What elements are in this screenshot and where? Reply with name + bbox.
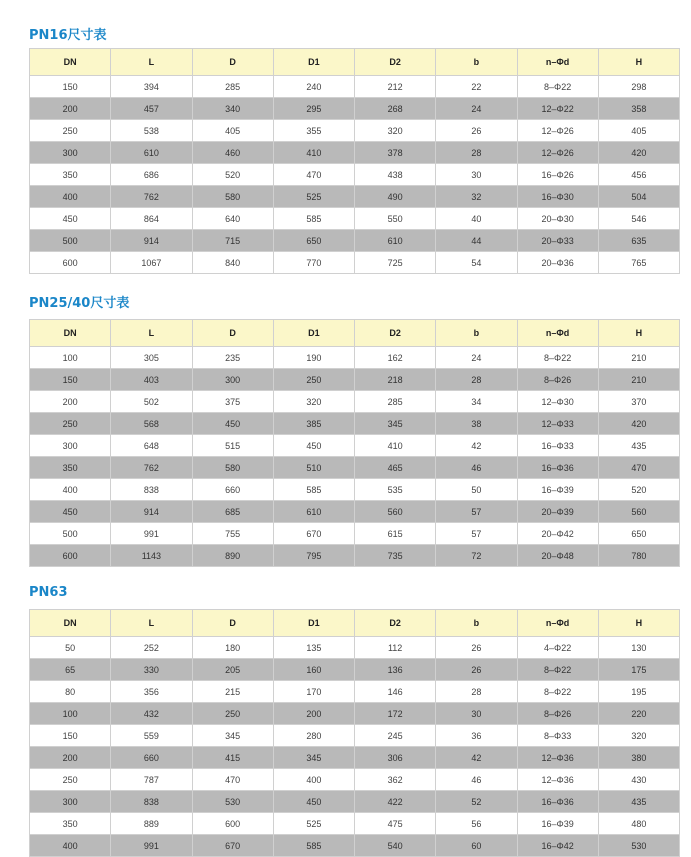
column-header: DN xyxy=(30,49,111,76)
table-cell: 8–Φ26 xyxy=(517,703,598,725)
table-cell: 345 xyxy=(355,413,436,435)
table-cell: 350 xyxy=(30,164,111,186)
table-cell: 550 xyxy=(355,208,436,230)
column-header: H xyxy=(598,49,679,76)
table-cell: 438 xyxy=(355,164,436,186)
table-row xyxy=(30,637,680,659)
table-cell: 762 xyxy=(111,186,192,208)
table-cell: 610 xyxy=(273,501,354,523)
table-cell: 420 xyxy=(598,142,679,164)
table-cell: 190 xyxy=(273,347,354,369)
table-header-row xyxy=(30,320,680,347)
table-row xyxy=(30,681,680,703)
table-cell: 195 xyxy=(598,681,679,703)
table-cell: 480 xyxy=(598,813,679,835)
table-cell: 135 xyxy=(273,637,354,659)
table-cell: 610 xyxy=(355,230,436,252)
table-cell: 640 xyxy=(192,208,273,230)
table-cell: 295 xyxy=(273,98,354,120)
table-cell: 403 xyxy=(111,369,192,391)
table-row xyxy=(30,747,680,769)
column-header: D1 xyxy=(273,320,354,347)
table-cell: 16–Φ30 xyxy=(517,186,598,208)
table-cell: 405 xyxy=(598,120,679,142)
table-cell: 755 xyxy=(192,523,273,545)
table-row xyxy=(30,369,680,391)
table-cell: 8–Φ33 xyxy=(517,725,598,747)
table-pn63 xyxy=(29,609,680,857)
table-cell: 580 xyxy=(192,457,273,479)
table-cell: 450 xyxy=(30,501,111,523)
table-cell: 580 xyxy=(192,186,273,208)
table-cell: 735 xyxy=(355,545,436,567)
table-row xyxy=(30,479,680,501)
table-cell: 660 xyxy=(192,479,273,501)
column-header: L xyxy=(111,320,192,347)
table-cell: 415 xyxy=(192,747,273,769)
table-cell: 42 xyxy=(436,747,517,769)
table-row xyxy=(30,208,680,230)
table-cell: 350 xyxy=(30,457,111,479)
table-cell: 465 xyxy=(355,457,436,479)
table-cell: 8–Φ22 xyxy=(517,659,598,681)
table-cell: 356 xyxy=(111,681,192,703)
table-cell: 490 xyxy=(355,186,436,208)
table-cell: 585 xyxy=(273,479,354,501)
table-row xyxy=(30,347,680,369)
table-row xyxy=(30,413,680,435)
table-cell: 26 xyxy=(436,120,517,142)
table-cell: 435 xyxy=(598,435,679,457)
table-cell: 300 xyxy=(30,142,111,164)
table-cell: 100 xyxy=(30,703,111,725)
table-cell: 670 xyxy=(273,523,354,545)
table-cell: 686 xyxy=(111,164,192,186)
table-cell: 136 xyxy=(355,659,436,681)
table-cell: 16–Φ42 xyxy=(517,835,598,857)
table-cell: 330 xyxy=(111,659,192,681)
table-cell: 635 xyxy=(598,230,679,252)
table-cell: 24 xyxy=(436,98,517,120)
table-cell: 422 xyxy=(355,791,436,813)
column-header: D1 xyxy=(273,49,354,76)
table-cell: 250 xyxy=(192,703,273,725)
table-pn25-40 xyxy=(29,319,680,567)
table-cell: 470 xyxy=(598,457,679,479)
table-row xyxy=(30,545,680,567)
column-header: n–Φd xyxy=(517,49,598,76)
section-title-pn63: PN63 xyxy=(29,585,68,600)
table-cell: 16–Φ26 xyxy=(517,164,598,186)
table-cell: 780 xyxy=(598,545,679,567)
column-header: b xyxy=(436,610,517,637)
table-cell: 470 xyxy=(192,769,273,791)
table-row xyxy=(30,457,680,479)
table-cell: 250 xyxy=(30,769,111,791)
table-cell: 715 xyxy=(192,230,273,252)
table-cell: 560 xyxy=(598,501,679,523)
table-row xyxy=(30,659,680,681)
table-cell: 685 xyxy=(192,501,273,523)
table-cell: 12–Φ36 xyxy=(517,769,598,791)
table-cell: 540 xyxy=(355,835,436,857)
table-row xyxy=(30,391,680,413)
table-cell: 180 xyxy=(192,637,273,659)
table-cell: 130 xyxy=(598,637,679,659)
table-cell: 26 xyxy=(436,659,517,681)
column-header: D xyxy=(192,49,273,76)
table-cell: 400 xyxy=(30,479,111,501)
table-cell: 450 xyxy=(273,435,354,457)
table-cell: 670 xyxy=(192,835,273,857)
table-cell: 20–Φ42 xyxy=(517,523,598,545)
table-cell: 320 xyxy=(273,391,354,413)
table-header-row xyxy=(30,610,680,637)
table-header-row xyxy=(30,49,680,76)
table-cell: 20–Φ36 xyxy=(517,252,598,274)
table-cell: 559 xyxy=(111,725,192,747)
table-cell: 218 xyxy=(355,369,436,391)
table-cell: 12–Φ26 xyxy=(517,142,598,164)
table-row xyxy=(30,435,680,457)
table-cell: 400 xyxy=(30,186,111,208)
table-row xyxy=(30,835,680,857)
table-cell: 538 xyxy=(111,120,192,142)
table-cell: 16–Φ36 xyxy=(517,791,598,813)
table-cell: 65 xyxy=(30,659,111,681)
column-header: b xyxy=(436,320,517,347)
table-cell: 250 xyxy=(273,369,354,391)
table-row xyxy=(30,120,680,142)
table-cell: 235 xyxy=(192,347,273,369)
column-header: D2 xyxy=(355,610,436,637)
table-cell: 650 xyxy=(273,230,354,252)
section-title-pn16: PN16尺寸表 xyxy=(29,28,107,43)
table-cell: 510 xyxy=(273,457,354,479)
table-cell: 250 xyxy=(30,413,111,435)
table-cell: 212 xyxy=(355,76,436,98)
table-cell: 385 xyxy=(273,413,354,435)
table-cell: 1143 xyxy=(111,545,192,567)
column-header: DN xyxy=(30,610,111,637)
table-cell: 16–Φ39 xyxy=(517,813,598,835)
table-cell: 306 xyxy=(355,747,436,769)
table-cell: 358 xyxy=(598,98,679,120)
table-cell: 298 xyxy=(598,76,679,98)
table-cell: 8–Φ26 xyxy=(517,369,598,391)
table-cell: 300 xyxy=(30,435,111,457)
column-header: DN xyxy=(30,320,111,347)
table-cell: 12–Φ30 xyxy=(517,391,598,413)
table-cell: 220 xyxy=(598,703,679,725)
table-cell: 450 xyxy=(30,208,111,230)
table-cell: 475 xyxy=(355,813,436,835)
table-cell: 100 xyxy=(30,347,111,369)
table-row xyxy=(30,76,680,98)
table-cell: 838 xyxy=(111,479,192,501)
table-cell: 991 xyxy=(111,523,192,545)
table-cell: 520 xyxy=(598,479,679,501)
table-cell: 46 xyxy=(436,769,517,791)
table-cell: 150 xyxy=(30,369,111,391)
table-cell: 80 xyxy=(30,681,111,703)
column-header: D2 xyxy=(355,320,436,347)
table-cell: 215 xyxy=(192,681,273,703)
table-cell: 162 xyxy=(355,347,436,369)
table-cell: 112 xyxy=(355,637,436,659)
table-cell: 795 xyxy=(273,545,354,567)
column-header: L xyxy=(111,49,192,76)
table-cell: 38 xyxy=(436,413,517,435)
table-cell: 370 xyxy=(598,391,679,413)
table-cell: 520 xyxy=(192,164,273,186)
table-pn16 xyxy=(29,48,680,274)
table-cell: 245 xyxy=(355,725,436,747)
table-cell: 546 xyxy=(598,208,679,230)
table-cell: 20–Φ39 xyxy=(517,501,598,523)
table-row xyxy=(30,252,680,274)
table-cell: 765 xyxy=(598,252,679,274)
table-row xyxy=(30,523,680,545)
table-cell: 648 xyxy=(111,435,192,457)
column-header: D1 xyxy=(273,610,354,637)
table-cell: 28 xyxy=(436,681,517,703)
table-cell: 170 xyxy=(273,681,354,703)
table-cell: 914 xyxy=(111,230,192,252)
table-cell: 500 xyxy=(30,230,111,252)
table-cell: 30 xyxy=(436,164,517,186)
table-cell: 42 xyxy=(436,435,517,457)
table-cell: 305 xyxy=(111,347,192,369)
table-cell: 210 xyxy=(598,369,679,391)
table-cell: 57 xyxy=(436,523,517,545)
table-row xyxy=(30,769,680,791)
table-cell: 268 xyxy=(355,98,436,120)
table-cell: 394 xyxy=(111,76,192,98)
table-cell: 8–Φ22 xyxy=(517,347,598,369)
table-row xyxy=(30,142,680,164)
table-cell: 400 xyxy=(273,769,354,791)
table-row xyxy=(30,791,680,813)
table-cell: 450 xyxy=(273,791,354,813)
table-cell: 160 xyxy=(273,659,354,681)
column-header: H xyxy=(598,320,679,347)
table-cell: 515 xyxy=(192,435,273,457)
section-title-pn25-40: PN25/40尺寸表 xyxy=(29,296,130,311)
table-cell: 787 xyxy=(111,769,192,791)
table-cell: 252 xyxy=(111,637,192,659)
table-cell: 205 xyxy=(192,659,273,681)
table-cell: 36 xyxy=(436,725,517,747)
table-cell: 26 xyxy=(436,637,517,659)
table-cell: 525 xyxy=(273,186,354,208)
table-cell: 54 xyxy=(436,252,517,274)
table-cell: 150 xyxy=(30,725,111,747)
table-cell: 914 xyxy=(111,501,192,523)
table-cell: 1067 xyxy=(111,252,192,274)
table-cell: 56 xyxy=(436,813,517,835)
table-cell: 991 xyxy=(111,835,192,857)
table-cell: 24 xyxy=(436,347,517,369)
table-row xyxy=(30,98,680,120)
table-cell: 345 xyxy=(273,747,354,769)
table-cell: 500 xyxy=(30,523,111,545)
column-header: H xyxy=(598,610,679,637)
table-cell: 320 xyxy=(598,725,679,747)
table-cell: 660 xyxy=(111,747,192,769)
table-cell: 285 xyxy=(355,391,436,413)
table-cell: 8–Φ22 xyxy=(517,681,598,703)
column-header: n–Φd xyxy=(517,610,598,637)
table-cell: 34 xyxy=(436,391,517,413)
table-cell: 380 xyxy=(598,747,679,769)
table-cell: 530 xyxy=(192,791,273,813)
table-cell: 560 xyxy=(355,501,436,523)
table-cell: 40 xyxy=(436,208,517,230)
table-cell: 300 xyxy=(192,369,273,391)
table-cell: 146 xyxy=(355,681,436,703)
table-cell: 200 xyxy=(30,747,111,769)
table-cell: 4–Φ22 xyxy=(517,637,598,659)
table-cell: 20–Φ30 xyxy=(517,208,598,230)
table-cell: 470 xyxy=(273,164,354,186)
table-cell: 615 xyxy=(355,523,436,545)
table-row xyxy=(30,230,680,252)
table-cell: 405 xyxy=(192,120,273,142)
table-cell: 200 xyxy=(273,703,354,725)
table-cell: 16–Φ33 xyxy=(517,435,598,457)
table-cell: 725 xyxy=(355,252,436,274)
table-row xyxy=(30,725,680,747)
table-cell: 52 xyxy=(436,791,517,813)
table-cell: 345 xyxy=(192,725,273,747)
table-cell: 22 xyxy=(436,76,517,98)
column-header: L xyxy=(111,610,192,637)
table-cell: 32 xyxy=(436,186,517,208)
table-cell: 300 xyxy=(30,791,111,813)
table-row xyxy=(30,703,680,725)
table-cell: 840 xyxy=(192,252,273,274)
table-cell: 585 xyxy=(273,208,354,230)
column-header: D2 xyxy=(355,49,436,76)
table-row xyxy=(30,186,680,208)
table-cell: 375 xyxy=(192,391,273,413)
table-cell: 20–Φ33 xyxy=(517,230,598,252)
table-cell: 410 xyxy=(273,142,354,164)
column-header: D xyxy=(192,320,273,347)
table-cell: 410 xyxy=(355,435,436,457)
table-row xyxy=(30,501,680,523)
table-cell: 864 xyxy=(111,208,192,230)
table-cell: 585 xyxy=(273,835,354,857)
table-cell: 530 xyxy=(598,835,679,857)
table-cell: 770 xyxy=(273,252,354,274)
table-cell: 600 xyxy=(30,545,111,567)
table-cell: 432 xyxy=(111,703,192,725)
table-cell: 460 xyxy=(192,142,273,164)
table-cell: 250 xyxy=(30,120,111,142)
table-cell: 46 xyxy=(436,457,517,479)
table-cell: 30 xyxy=(436,703,517,725)
table-cell: 378 xyxy=(355,142,436,164)
table-cell: 20–Φ48 xyxy=(517,545,598,567)
table-cell: 400 xyxy=(30,835,111,857)
table-cell: 50 xyxy=(436,479,517,501)
table-cell: 350 xyxy=(30,813,111,835)
table-cell: 502 xyxy=(111,391,192,413)
table-cell: 838 xyxy=(111,791,192,813)
table-cell: 650 xyxy=(598,523,679,545)
table-cell: 12–Φ22 xyxy=(517,98,598,120)
table-cell: 28 xyxy=(436,369,517,391)
table-cell: 240 xyxy=(273,76,354,98)
table-cell: 280 xyxy=(273,725,354,747)
table-cell: 568 xyxy=(111,413,192,435)
table-cell: 8–Φ22 xyxy=(517,76,598,98)
table-cell: 200 xyxy=(30,98,111,120)
table-cell: 57 xyxy=(436,501,517,523)
table-cell: 150 xyxy=(30,76,111,98)
table-cell: 12–Φ33 xyxy=(517,413,598,435)
table-cell: 44 xyxy=(436,230,517,252)
column-header: b xyxy=(436,49,517,76)
table-cell: 435 xyxy=(598,791,679,813)
table-cell: 762 xyxy=(111,457,192,479)
table-cell: 285 xyxy=(192,76,273,98)
table-cell: 12–Φ36 xyxy=(517,747,598,769)
table-cell: 210 xyxy=(598,347,679,369)
table-cell: 28 xyxy=(436,142,517,164)
table-cell: 172 xyxy=(355,703,436,725)
table-cell: 50 xyxy=(30,637,111,659)
table-cell: 200 xyxy=(30,391,111,413)
table-cell: 355 xyxy=(273,120,354,142)
table-cell: 340 xyxy=(192,98,273,120)
table-cell: 16–Φ39 xyxy=(517,479,598,501)
table-cell: 525 xyxy=(273,813,354,835)
table-cell: 889 xyxy=(111,813,192,835)
table-cell: 430 xyxy=(598,769,679,791)
table-cell: 72 xyxy=(436,545,517,567)
table-cell: 420 xyxy=(598,413,679,435)
table-cell: 320 xyxy=(355,120,436,142)
table-cell: 600 xyxy=(192,813,273,835)
table-cell: 175 xyxy=(598,659,679,681)
table-cell: 450 xyxy=(192,413,273,435)
table-cell: 457 xyxy=(111,98,192,120)
table-cell: 16–Φ36 xyxy=(517,457,598,479)
table-cell: 12–Φ26 xyxy=(517,120,598,142)
column-header: D xyxy=(192,610,273,637)
table-cell: 600 xyxy=(30,252,111,274)
table-cell: 890 xyxy=(192,545,273,567)
table-cell: 610 xyxy=(111,142,192,164)
table-cell: 60 xyxy=(436,835,517,857)
table-row xyxy=(30,813,680,835)
table-cell: 362 xyxy=(355,769,436,791)
table-cell: 456 xyxy=(598,164,679,186)
table-cell: 504 xyxy=(598,186,679,208)
column-header: n–Φd xyxy=(517,320,598,347)
table-cell: 535 xyxy=(355,479,436,501)
table-row xyxy=(30,164,680,186)
